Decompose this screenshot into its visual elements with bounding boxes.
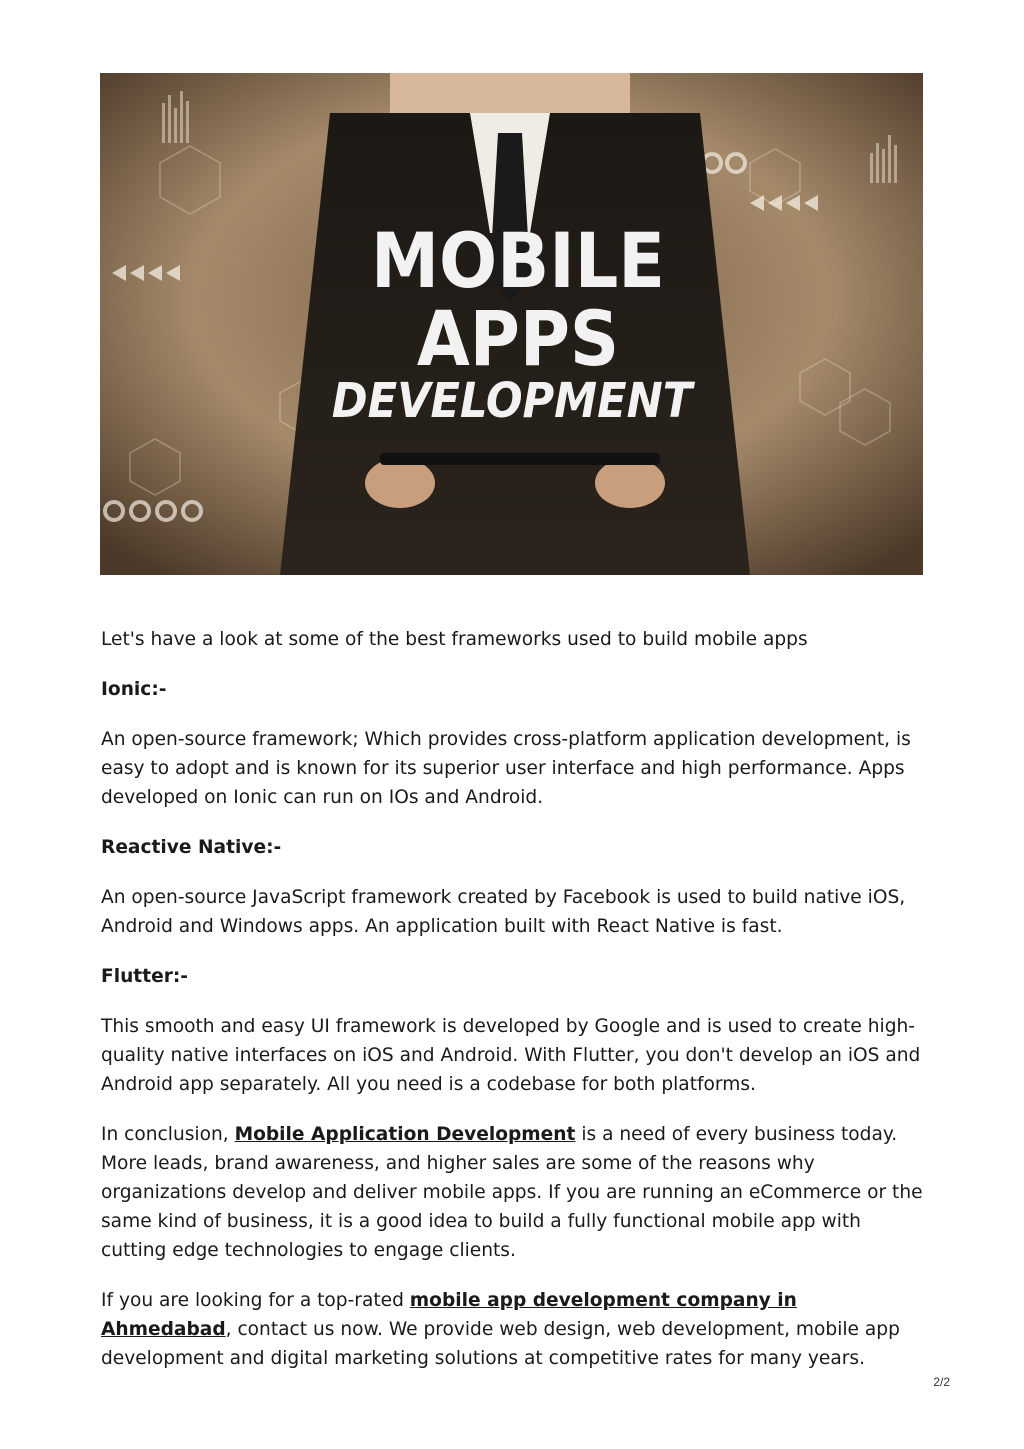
section-heading-ionic: Ionic:- xyxy=(101,679,167,700)
cta-text-before: If you are looking for a top-rated xyxy=(101,1290,410,1311)
intro-paragraph: Let's have a look at some of the best frameworks used to build mobile apps xyxy=(101,629,808,650)
article-body xyxy=(101,625,931,1394)
section-heading-flutter: Flutter:- xyxy=(101,966,189,987)
section-body-reactive-native: An open-source JavaScript framework created by Facebook is used to build native iOS, Android and Windows apps. An application built with React Native is fast. xyxy=(101,887,906,937)
conclusion-paragraph xyxy=(101,1120,931,1265)
section-heading-reactive-native: Reactive Native:- xyxy=(101,837,282,858)
cta-paragraph xyxy=(101,1286,931,1373)
conclusion-text-after: is a need of every business today. More leads, brand awareness, and higher sales are some of the reasons why organizations develop and deliver mobile apps. If you are running an eCommerce or the same kind of business, it is a good idea to build a fully functional mobile app with cutting edge technologies to engage clients. xyxy=(101,1124,923,1261)
cta-text-after: , contact us now. We provide web design, web development, mobile app development and digital marketing solutions at competitive rates for many years. xyxy=(101,1319,900,1369)
mobile-app-company-ahmedabad-link[interactable]: mobile app development company in Ahmedabad xyxy=(101,1290,797,1340)
section-body-ionic: An open-source framework; Which provides cross-platform application development, is easy to adopt and is known for its superior user interface and high performance. Apps developed on Ionic can run on IOs and Android. xyxy=(101,729,911,808)
conclusion-text-before: In conclusion, xyxy=(101,1124,235,1145)
hero-text-line1: MOBILE xyxy=(371,216,665,305)
mobile-application-development-link[interactable]: Mobile Application Development xyxy=(234,1124,576,1145)
hero-text-line3: DEVELOPMENT xyxy=(331,373,693,429)
section-body-flutter: This smooth and easy UI framework is developed by Google and is used to create high-quality native interfaces on iOS and Android. With Flutter, you don't develop an iOS and Android app separately. All you need is a codebase for both platforms. xyxy=(101,1016,921,1095)
page-number: 2/2 xyxy=(933,1375,950,1389)
hero-text-line2: APPS xyxy=(416,294,620,383)
hero-image xyxy=(100,73,923,575)
